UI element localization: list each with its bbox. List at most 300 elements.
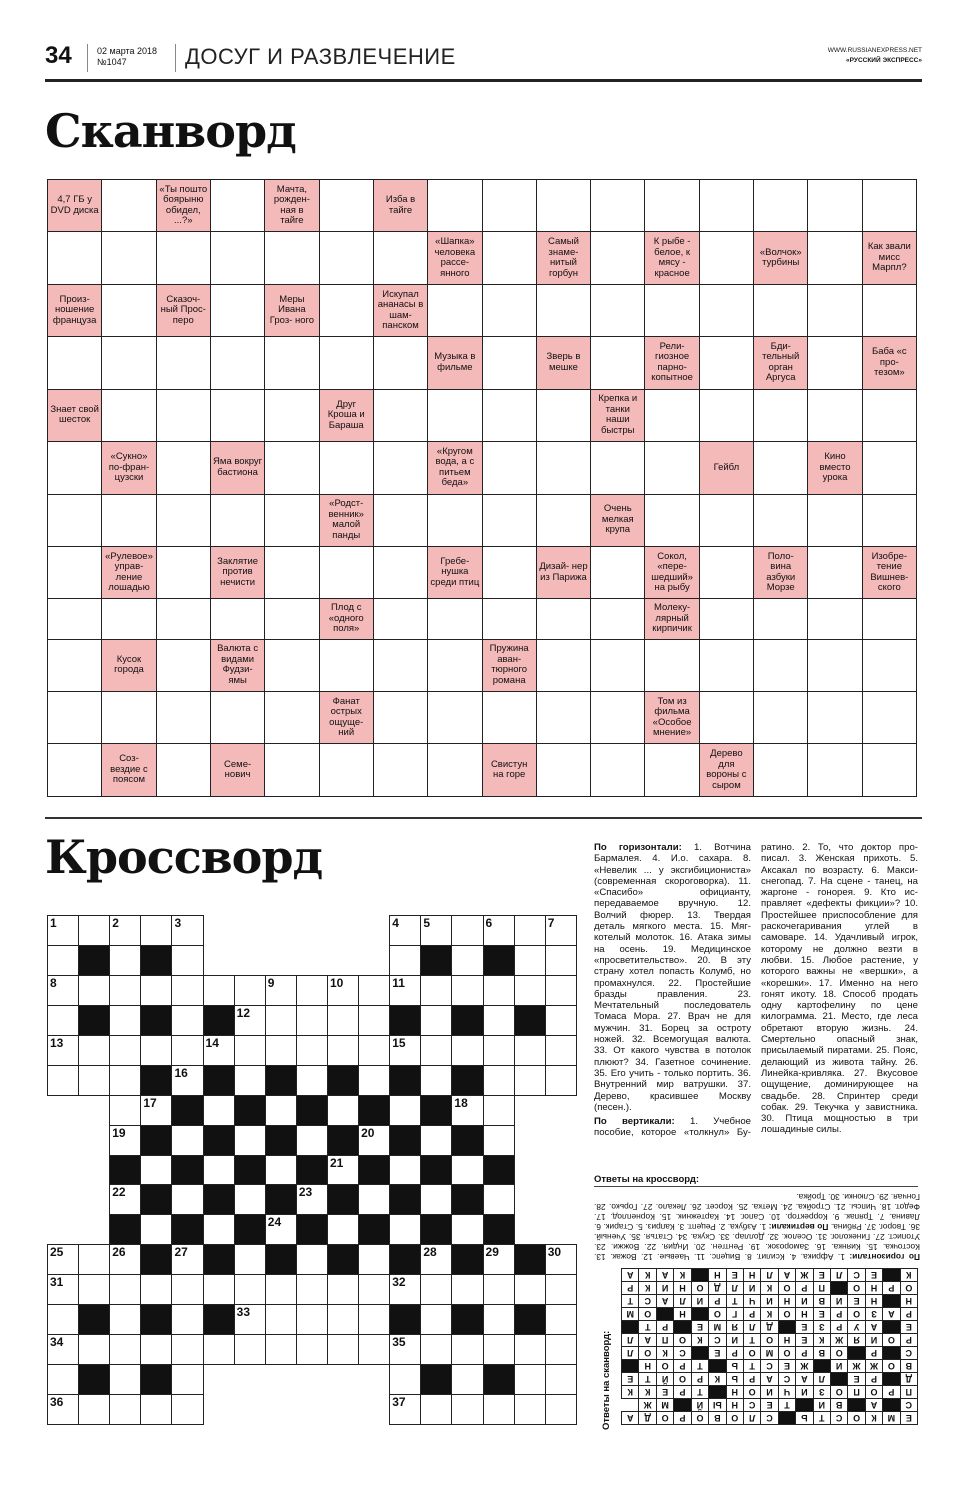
scanword-answer-cell[interactable] <box>754 639 808 691</box>
scanword-answer-cell[interactable] <box>319 180 373 232</box>
scanword-answer-cell[interactable] <box>645 744 699 797</box>
crossword-cell[interactable] <box>390 1395 421 1425</box>
scanword-answer-cell[interactable] <box>482 494 536 546</box>
scanword-answer-cell[interactable] <box>808 639 862 691</box>
scanword-answer-cell[interactable] <box>210 691 264 743</box>
scanword-answer-cell[interactable] <box>699 337 753 389</box>
crossword-cell[interactable] <box>110 1125 141 1155</box>
scanword-answer-cell[interactable] <box>428 180 482 232</box>
crossword-cell[interactable] <box>265 1005 296 1035</box>
crossword-cell[interactable] <box>203 1095 234 1125</box>
crossword-cell[interactable] <box>545 945 576 975</box>
crossword-cell[interactable] <box>79 1395 110 1425</box>
crossword-cell[interactable] <box>514 1275 545 1305</box>
crossword-cell[interactable] <box>203 1155 234 1185</box>
scanword-answer-cell[interactable] <box>102 337 156 389</box>
crossword-cell[interactable] <box>514 1065 545 1095</box>
scanword-answer-cell[interactable] <box>156 639 210 691</box>
crossword-cell[interactable] <box>234 1185 265 1215</box>
scanword-answer-cell[interactable] <box>645 639 699 691</box>
crossword-cell[interactable] <box>483 1185 514 1215</box>
crossword-cell[interactable] <box>203 1335 234 1365</box>
scanword-answer-cell[interactable] <box>156 494 210 546</box>
scanword-answer-cell[interactable] <box>591 546 645 598</box>
crossword-cell[interactable] <box>110 1305 141 1335</box>
crossword-cell[interactable] <box>452 1035 483 1065</box>
crossword-cell[interactable] <box>203 1215 234 1245</box>
crossword-cell[interactable] <box>514 1395 545 1425</box>
crossword-cell[interactable] <box>514 1365 545 1395</box>
crossword-cell[interactable] <box>545 1335 576 1365</box>
scanword-answer-cell[interactable] <box>645 389 699 441</box>
crossword-cell[interactable] <box>172 1065 203 1095</box>
scanword-answer-cell[interactable] <box>591 284 645 336</box>
crossword-cell[interactable] <box>141 1215 172 1245</box>
scanword-answer-cell[interactable] <box>48 337 102 389</box>
scanword-answer-cell[interactable] <box>591 691 645 743</box>
scanword-answer-cell[interactable] <box>210 494 264 546</box>
scanword-answer-cell[interactable] <box>48 744 102 797</box>
crossword-cell[interactable] <box>390 1215 421 1245</box>
crossword-cell[interactable] <box>327 1035 358 1065</box>
crossword-cell[interactable] <box>359 1125 390 1155</box>
scanword-answer-cell[interactable] <box>754 494 808 546</box>
scanword-answer-cell[interactable] <box>156 389 210 441</box>
crossword-cell[interactable] <box>452 1215 483 1245</box>
crossword-cell[interactable] <box>514 975 545 1005</box>
scanword-answer-cell[interactable] <box>319 232 373 284</box>
scanword-answer-cell[interactable] <box>319 442 373 494</box>
scanword-answer-cell[interactable] <box>265 494 319 546</box>
scanword-answer-cell[interactable] <box>265 744 319 797</box>
scanword-answer-cell[interactable] <box>373 691 427 743</box>
scanword-answer-cell[interactable] <box>156 337 210 389</box>
scanword-answer-cell[interactable] <box>482 180 536 232</box>
scanword-answer-cell[interactable] <box>265 442 319 494</box>
crossword-cell[interactable] <box>359 1005 390 1035</box>
crossword-cell[interactable] <box>421 1185 452 1215</box>
crossword-cell[interactable] <box>172 1125 203 1155</box>
crossword-cell[interactable] <box>359 975 390 1005</box>
scanword-answer-cell[interactable] <box>699 599 753 639</box>
scanword-answer-cell[interactable] <box>808 180 862 232</box>
scanword-answer-cell[interactable] <box>156 744 210 797</box>
scanword-answer-cell[interactable] <box>536 691 590 743</box>
scanword-answer-cell[interactable] <box>373 389 427 441</box>
scanword-answer-cell[interactable] <box>862 744 916 797</box>
scanword-answer-cell[interactable] <box>754 442 808 494</box>
crossword-cell[interactable] <box>265 975 296 1005</box>
crossword-cell[interactable] <box>421 1275 452 1305</box>
crossword-cell[interactable] <box>483 1275 514 1305</box>
crossword-cell[interactable] <box>296 1275 327 1305</box>
crossword-cell[interactable] <box>172 1305 203 1335</box>
crossword-cell[interactable] <box>172 1245 203 1275</box>
crossword-cell[interactable] <box>452 1275 483 1305</box>
scanword-answer-cell[interactable] <box>210 337 264 389</box>
crossword-cell[interactable] <box>48 1395 79 1425</box>
crossword-cell[interactable] <box>545 1365 576 1395</box>
crossword-cell[interactable] <box>172 916 203 946</box>
scanword-answer-cell[interactable] <box>373 599 427 639</box>
crossword-cell[interactable] <box>265 1305 296 1335</box>
crossword-cell[interactable] <box>234 1065 265 1095</box>
crossword-cell[interactable] <box>327 1275 358 1305</box>
crossword-cell[interactable] <box>48 1335 79 1365</box>
scanword-answer-cell[interactable] <box>373 442 427 494</box>
crossword-cell[interactable] <box>545 1245 576 1275</box>
crossword-cell[interactable] <box>390 975 421 1005</box>
scanword-answer-cell[interactable] <box>482 599 536 639</box>
scanword-answer-cell[interactable] <box>428 599 482 639</box>
crossword-cell[interactable] <box>483 1005 514 1035</box>
crossword-cell[interactable] <box>296 1245 327 1275</box>
crossword-cell[interactable] <box>359 1065 390 1095</box>
crossword-cell[interactable] <box>327 1215 358 1245</box>
crossword-cell[interactable] <box>296 1335 327 1365</box>
crossword-cell[interactable] <box>545 916 576 946</box>
scanword-answer-cell[interactable] <box>808 744 862 797</box>
crossword-cell[interactable] <box>545 1065 576 1095</box>
crossword-cell[interactable] <box>545 1395 576 1425</box>
crossword-cell[interactable] <box>48 1035 79 1065</box>
crossword-cell[interactable] <box>359 1245 390 1275</box>
scanword-answer-cell[interactable] <box>482 442 536 494</box>
scanword-answer-cell[interactable] <box>754 744 808 797</box>
crossword-cell[interactable] <box>296 1005 327 1035</box>
crossword-cell[interactable] <box>452 945 483 975</box>
crossword-cell[interactable] <box>421 975 452 1005</box>
scanword-answer-cell[interactable] <box>536 599 590 639</box>
scanword-answer-cell[interactable] <box>699 691 753 743</box>
scanword-answer-cell[interactable] <box>862 494 916 546</box>
scanword-answer-cell[interactable] <box>699 494 753 546</box>
crossword-cell[interactable] <box>234 1125 265 1155</box>
crossword-cell[interactable] <box>483 1395 514 1425</box>
scanword-answer-cell[interactable] <box>319 284 373 336</box>
crossword-cell[interactable] <box>48 1245 79 1275</box>
scanword-answer-cell[interactable] <box>265 639 319 691</box>
crossword-cell[interactable] <box>296 1305 327 1335</box>
scanword-answer-cell[interactable] <box>645 180 699 232</box>
crossword-cell[interactable] <box>110 1185 141 1215</box>
crossword-cell[interactable] <box>265 1155 296 1185</box>
crossword-cell[interactable] <box>234 1005 265 1035</box>
crossword-cell[interactable] <box>359 1275 390 1305</box>
scanword-answer-cell[interactable] <box>536 639 590 691</box>
crossword-cell[interactable] <box>79 1335 110 1365</box>
crossword-cell[interactable] <box>79 975 110 1005</box>
crossword-cell[interactable] <box>327 1335 358 1365</box>
crossword-cell[interactable] <box>483 1035 514 1065</box>
scanword-answer-cell[interactable] <box>373 546 427 598</box>
crossword-cell[interactable] <box>172 975 203 1005</box>
scanword-answer-cell[interactable] <box>862 691 916 743</box>
crossword-cell[interactable] <box>48 1065 79 1095</box>
crossword-cell[interactable] <box>545 1275 576 1305</box>
scanword-answer-cell[interactable] <box>536 442 590 494</box>
crossword-cell[interactable] <box>234 1305 265 1335</box>
scanword-answer-cell[interactable] <box>265 337 319 389</box>
crossword-cell[interactable] <box>265 1335 296 1365</box>
crossword-cell[interactable] <box>48 1365 79 1395</box>
scanword-answer-cell[interactable] <box>210 389 264 441</box>
crossword-cell[interactable] <box>421 1065 452 1095</box>
crossword-cell[interactable] <box>296 1185 327 1215</box>
scanword-answer-cell[interactable] <box>102 389 156 441</box>
scanword-answer-cell[interactable] <box>754 599 808 639</box>
scanword-answer-cell[interactable] <box>645 494 699 546</box>
scanword-answer-cell[interactable] <box>591 744 645 797</box>
crossword-cell[interactable] <box>79 1065 110 1095</box>
scanword-answer-cell[interactable] <box>699 232 753 284</box>
crossword-cell[interactable] <box>452 1155 483 1185</box>
scanword-answer-cell[interactable] <box>48 232 102 284</box>
scanword-answer-cell[interactable] <box>862 639 916 691</box>
scanword-answer-cell[interactable] <box>808 232 862 284</box>
crossword-cell[interactable] <box>172 1395 203 1425</box>
scanword-answer-cell[interactable] <box>48 639 102 691</box>
scanword-answer-cell[interactable] <box>808 691 862 743</box>
scanword-answer-cell[interactable] <box>536 389 590 441</box>
crossword-cell[interactable] <box>452 1395 483 1425</box>
crossword-cell[interactable] <box>390 1155 421 1185</box>
scanword-answer-cell[interactable] <box>319 639 373 691</box>
scanword-answer-cell[interactable] <box>699 389 753 441</box>
crossword-cell[interactable] <box>327 1155 358 1185</box>
scanword-answer-cell[interactable] <box>319 337 373 389</box>
crossword-cell[interactable] <box>110 1005 141 1035</box>
crossword-cell[interactable] <box>390 916 421 946</box>
crossword-cell[interactable] <box>141 1095 172 1125</box>
crossword-cell[interactable] <box>48 1305 79 1335</box>
crossword-cell[interactable] <box>296 1035 327 1065</box>
scanword-answer-cell[interactable] <box>591 232 645 284</box>
scanword-answer-cell[interactable] <box>156 691 210 743</box>
scanword-answer-cell[interactable] <box>591 599 645 639</box>
scanword-answer-cell[interactable] <box>48 691 102 743</box>
scanword-answer-cell[interactable] <box>48 442 102 494</box>
crossword-cell[interactable] <box>110 1395 141 1425</box>
crossword-cell[interactable] <box>234 1035 265 1065</box>
scanword-answer-cell[interactable] <box>699 546 753 598</box>
scanword-answer-cell[interactable] <box>48 546 102 598</box>
crossword-cell[interactable] <box>110 1245 141 1275</box>
crossword-cell[interactable] <box>172 1185 203 1215</box>
scanword-answer-cell[interactable] <box>210 232 264 284</box>
crossword-cell[interactable] <box>265 1215 296 1245</box>
scanword-answer-cell[interactable] <box>754 284 808 336</box>
crossword-cell[interactable] <box>483 1305 514 1335</box>
crossword-cell[interactable] <box>483 1095 514 1125</box>
scanword-answer-cell[interactable] <box>210 180 264 232</box>
crossword-cell[interactable] <box>110 916 141 946</box>
scanword-answer-cell[interactable] <box>808 389 862 441</box>
crossword-cell[interactable] <box>48 975 79 1005</box>
crossword-cell[interactable] <box>265 1275 296 1305</box>
scanword-answer-cell[interactable] <box>265 232 319 284</box>
crossword-cell[interactable] <box>172 1275 203 1305</box>
scanword-answer-cell[interactable] <box>156 232 210 284</box>
crossword-cell[interactable] <box>110 1365 141 1395</box>
scanword-answer-cell[interactable] <box>319 744 373 797</box>
crossword-cell[interactable] <box>141 975 172 1005</box>
crossword-cell[interactable] <box>421 1005 452 1035</box>
crossword-cell[interactable] <box>514 916 545 946</box>
scanword-answer-cell[interactable] <box>645 284 699 336</box>
crossword-cell[interactable] <box>483 1125 514 1155</box>
crossword-cell[interactable] <box>79 1245 110 1275</box>
scanword-answer-cell[interactable] <box>699 284 753 336</box>
scanword-answer-cell[interactable] <box>428 691 482 743</box>
crossword-cell[interactable] <box>172 945 203 975</box>
scanword-answer-cell[interactable] <box>862 180 916 232</box>
crossword-cell[interactable] <box>79 916 110 946</box>
scanword-answer-cell[interactable] <box>156 546 210 598</box>
crossword-cell[interactable] <box>141 916 172 946</box>
scanword-answer-cell[interactable] <box>102 494 156 546</box>
scanword-answer-cell[interactable] <box>265 691 319 743</box>
crossword-cell[interactable] <box>141 1035 172 1065</box>
scanword-answer-cell[interactable] <box>591 442 645 494</box>
crossword-cell[interactable] <box>327 975 358 1005</box>
crossword-cell[interactable] <box>172 1005 203 1035</box>
crossword-cell[interactable] <box>359 1305 390 1335</box>
scanword-answer-cell[interactable] <box>428 389 482 441</box>
crossword-cell[interactable] <box>203 1275 234 1305</box>
scanword-answer-cell[interactable] <box>102 180 156 232</box>
crossword-cell[interactable] <box>483 916 514 946</box>
scanword-answer-cell[interactable] <box>591 639 645 691</box>
crossword-cell[interactable] <box>545 1305 576 1335</box>
crossword-cell[interactable] <box>48 1005 79 1035</box>
crossword-cell[interactable] <box>203 975 234 1005</box>
scanword-answer-cell[interactable] <box>373 639 427 691</box>
crossword-cell[interactable] <box>110 1275 141 1305</box>
scanword-answer-cell[interactable] <box>808 337 862 389</box>
crossword-cell[interactable] <box>110 1095 141 1125</box>
crossword-cell[interactable] <box>79 1035 110 1065</box>
crossword-cell[interactable] <box>359 1335 390 1365</box>
scanword-answer-cell[interactable] <box>373 494 427 546</box>
crossword-cell[interactable] <box>79 1275 110 1305</box>
crossword-cell[interactable] <box>452 1095 483 1125</box>
scanword-answer-cell[interactable] <box>808 494 862 546</box>
crossword-cell[interactable] <box>483 1245 514 1275</box>
crossword-cell[interactable] <box>296 975 327 1005</box>
crossword-cell[interactable] <box>545 975 576 1005</box>
crossword-cell[interactable] <box>296 1125 327 1155</box>
crossword-cell[interactable] <box>234 1335 265 1365</box>
scanword-answer-cell[interactable] <box>102 691 156 743</box>
scanword-answer-cell[interactable] <box>482 232 536 284</box>
crossword-cell[interactable] <box>390 945 421 975</box>
scanword-answer-cell[interactable] <box>808 546 862 598</box>
scanword-answer-cell[interactable] <box>482 691 536 743</box>
crossword-cell[interactable] <box>545 1035 576 1065</box>
crossword-cell[interactable] <box>327 1005 358 1035</box>
crossword-cell[interactable] <box>110 975 141 1005</box>
crossword-cell[interactable] <box>452 975 483 1005</box>
scanword-answer-cell[interactable] <box>428 639 482 691</box>
crossword-cell[interactable] <box>327 1095 358 1125</box>
scanword-answer-cell[interactable] <box>699 180 753 232</box>
crossword-cell[interactable] <box>390 1035 421 1065</box>
crossword-cell[interactable] <box>110 1065 141 1095</box>
crossword-cell[interactable] <box>452 916 483 946</box>
crossword-cell[interactable] <box>514 1335 545 1365</box>
crossword-cell[interactable] <box>514 1035 545 1065</box>
scanword-answer-cell[interactable] <box>482 284 536 336</box>
crossword-cell[interactable] <box>421 1335 452 1365</box>
crossword-cell[interactable] <box>110 1035 141 1065</box>
scanword-answer-cell[interactable] <box>210 284 264 336</box>
scanword-answer-cell[interactable] <box>591 180 645 232</box>
scanword-answer-cell[interactable] <box>319 546 373 598</box>
scanword-answer-cell[interactable] <box>645 442 699 494</box>
crossword-cell[interactable] <box>421 916 452 946</box>
scanword-answer-cell[interactable] <box>862 599 916 639</box>
site-url[interactable]: WWW.RUSSIANEXPRESS.NET <box>827 47 922 54</box>
scanword-answer-cell[interactable] <box>428 284 482 336</box>
scanword-answer-cell[interactable] <box>808 599 862 639</box>
crossword-cell[interactable] <box>452 1365 483 1395</box>
scanword-answer-cell[interactable] <box>265 599 319 639</box>
scanword-answer-cell[interactable] <box>102 284 156 336</box>
crossword-cell[interactable] <box>359 1185 390 1215</box>
scanword-answer-cell[interactable] <box>591 337 645 389</box>
scanword-answer-cell[interactable] <box>48 599 102 639</box>
scanword-answer-cell[interactable] <box>373 337 427 389</box>
scanword-answer-cell[interactable] <box>373 744 427 797</box>
crossword-cell[interactable] <box>48 1275 79 1305</box>
crossword-cell[interactable] <box>390 1095 421 1125</box>
crossword-cell[interactable] <box>110 945 141 975</box>
crossword-cell[interactable] <box>390 1275 421 1305</box>
crossword-cell[interactable] <box>421 1305 452 1335</box>
crossword-cell[interactable] <box>234 1245 265 1275</box>
crossword-cell[interactable] <box>203 1035 234 1065</box>
crossword-cell[interactable] <box>452 1335 483 1365</box>
scanword-answer-cell[interactable] <box>754 691 808 743</box>
crossword-cell[interactable] <box>483 975 514 1005</box>
scanword-answer-cell[interactable] <box>862 442 916 494</box>
crossword-cell[interactable] <box>234 1275 265 1305</box>
crossword-cell[interactable] <box>234 975 265 1005</box>
crossword-cell[interactable] <box>265 1095 296 1125</box>
scanword-answer-cell[interactable] <box>102 232 156 284</box>
crossword-cell[interactable] <box>421 1395 452 1425</box>
crossword-cell[interactable] <box>172 1035 203 1065</box>
crossword-cell[interactable] <box>483 1065 514 1095</box>
scanword-answer-cell[interactable] <box>536 744 590 797</box>
crossword-cell[interactable] <box>327 1305 358 1335</box>
crossword-cell[interactable] <box>48 916 79 946</box>
scanword-answer-cell[interactable] <box>373 232 427 284</box>
crossword-cell[interactable] <box>545 1005 576 1035</box>
scanword-answer-cell[interactable] <box>156 442 210 494</box>
scanword-answer-cell[interactable] <box>210 599 264 639</box>
scanword-answer-cell[interactable] <box>754 180 808 232</box>
scanword-answer-cell[interactable] <box>482 337 536 389</box>
crossword-cell[interactable] <box>265 1035 296 1065</box>
crossword-cell[interactable] <box>141 1335 172 1365</box>
scanword-answer-cell[interactable] <box>428 494 482 546</box>
crossword-cell[interactable] <box>514 945 545 975</box>
scanword-answer-cell[interactable] <box>754 389 808 441</box>
crossword-cell[interactable] <box>141 1155 172 1185</box>
crossword-cell[interactable] <box>110 1335 141 1365</box>
